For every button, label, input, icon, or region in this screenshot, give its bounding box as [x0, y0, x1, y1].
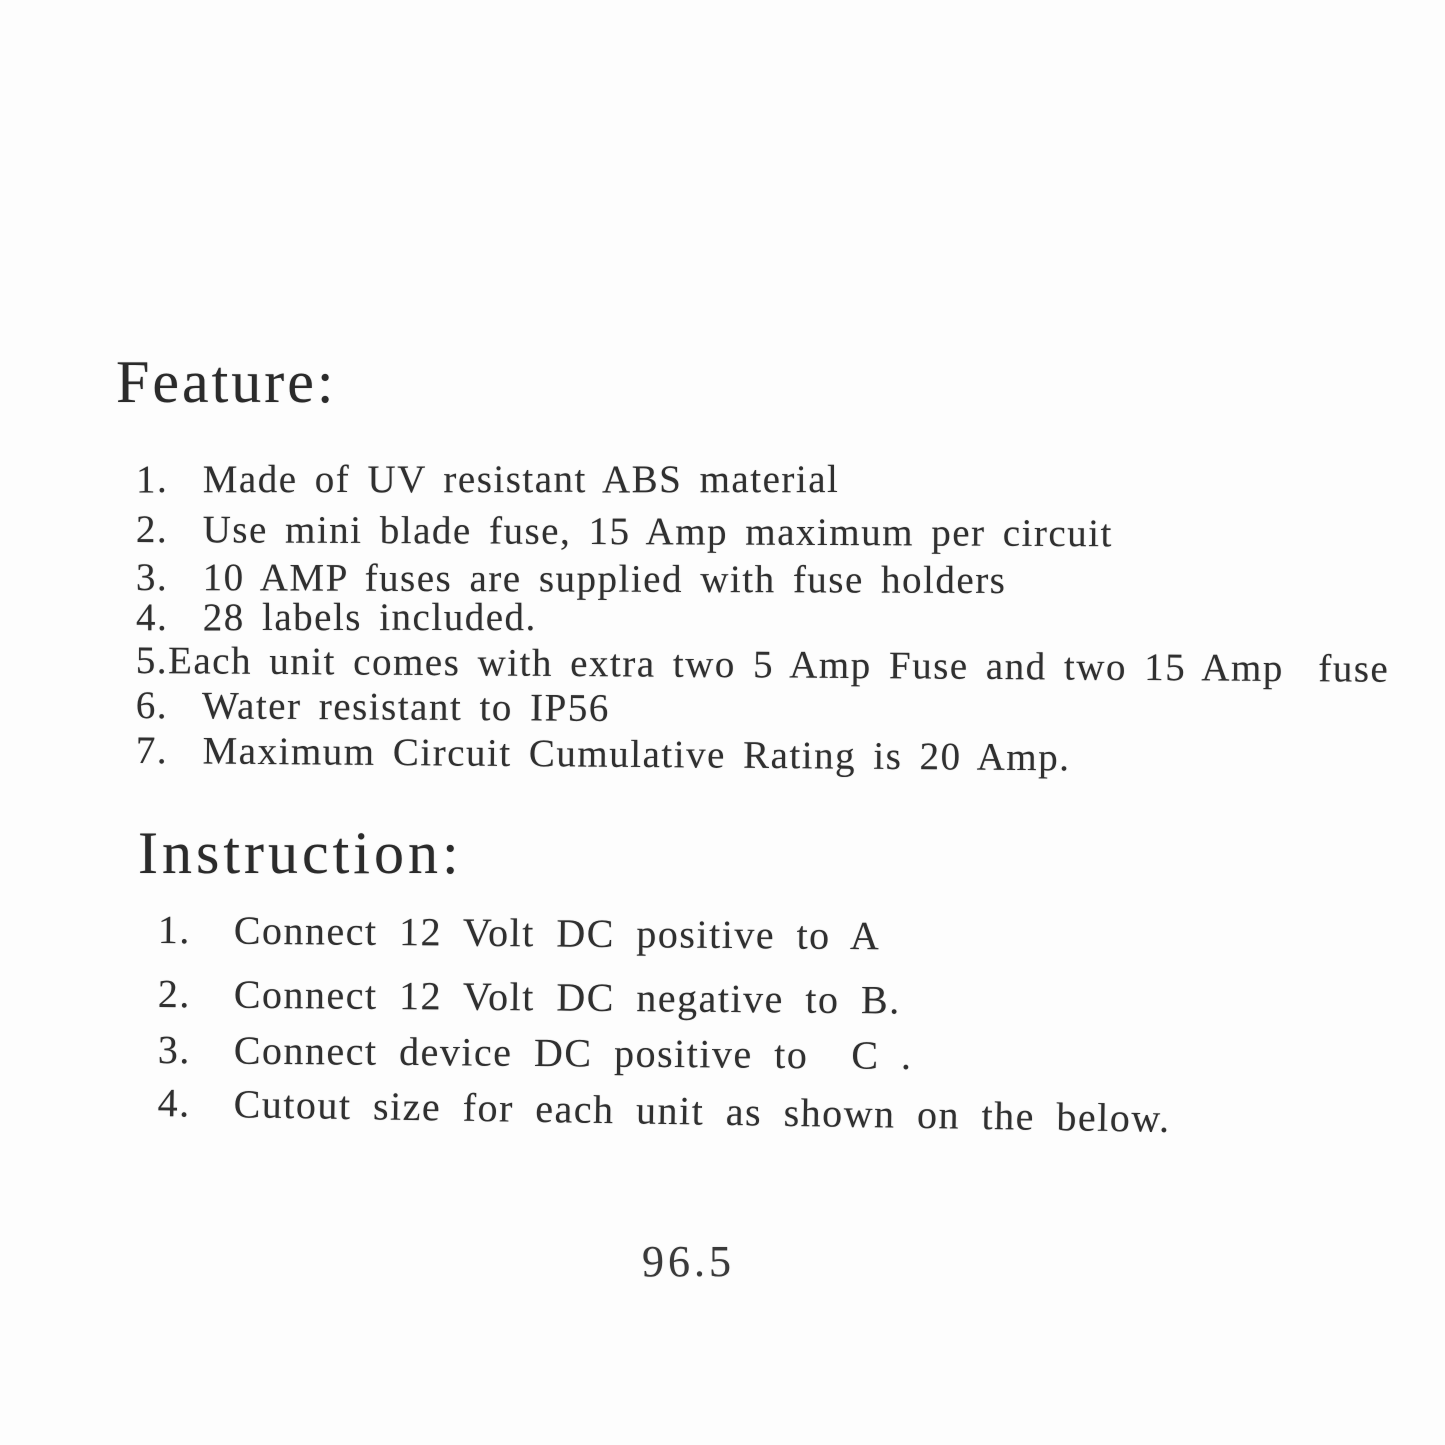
instruction-heading: Instruction: [138, 820, 463, 886]
feature-item-3: 3. 10 AMP fuses are supplied with fuse holders [135, 556, 1007, 603]
feature-heading: Feature: [116, 349, 337, 415]
feature-item-2: 2. Use mini blade fuse, 15 Amp maximum per circuit [135, 508, 1113, 556]
feature-item-1: 1. Made of UV resistant ABS material [136, 458, 840, 501]
clipped-dimension-label: 96.5 [642, 1237, 735, 1286]
instruction-item-3: 3. Connect device DC positive to C . [157, 1027, 913, 1078]
feature-item-6: 6. Water resistant to IP56 [135, 684, 610, 730]
instruction-item-2: 2. Connect 12 Volt DC negative to B. [157, 971, 901, 1023]
instruction-item-1: 1. Connect 12 Volt DC positive to A [157, 907, 881, 959]
instruction-item-4: 4. Cutout size for each unit as shown on the below. [157, 1080, 1171, 1141]
feature-item-7: 7. Maximum Circuit Cumulative Rating is 20 Amp. [135, 729, 1071, 780]
feature-item-4: 4. 28 labels included. [136, 596, 537, 639]
clipped-dimension [642, 1237, 802, 1286]
feature-item-5: 5.Each unit comes with extra two 5 Amp Fuse and two 15 Amp fuse [135, 639, 1390, 691]
